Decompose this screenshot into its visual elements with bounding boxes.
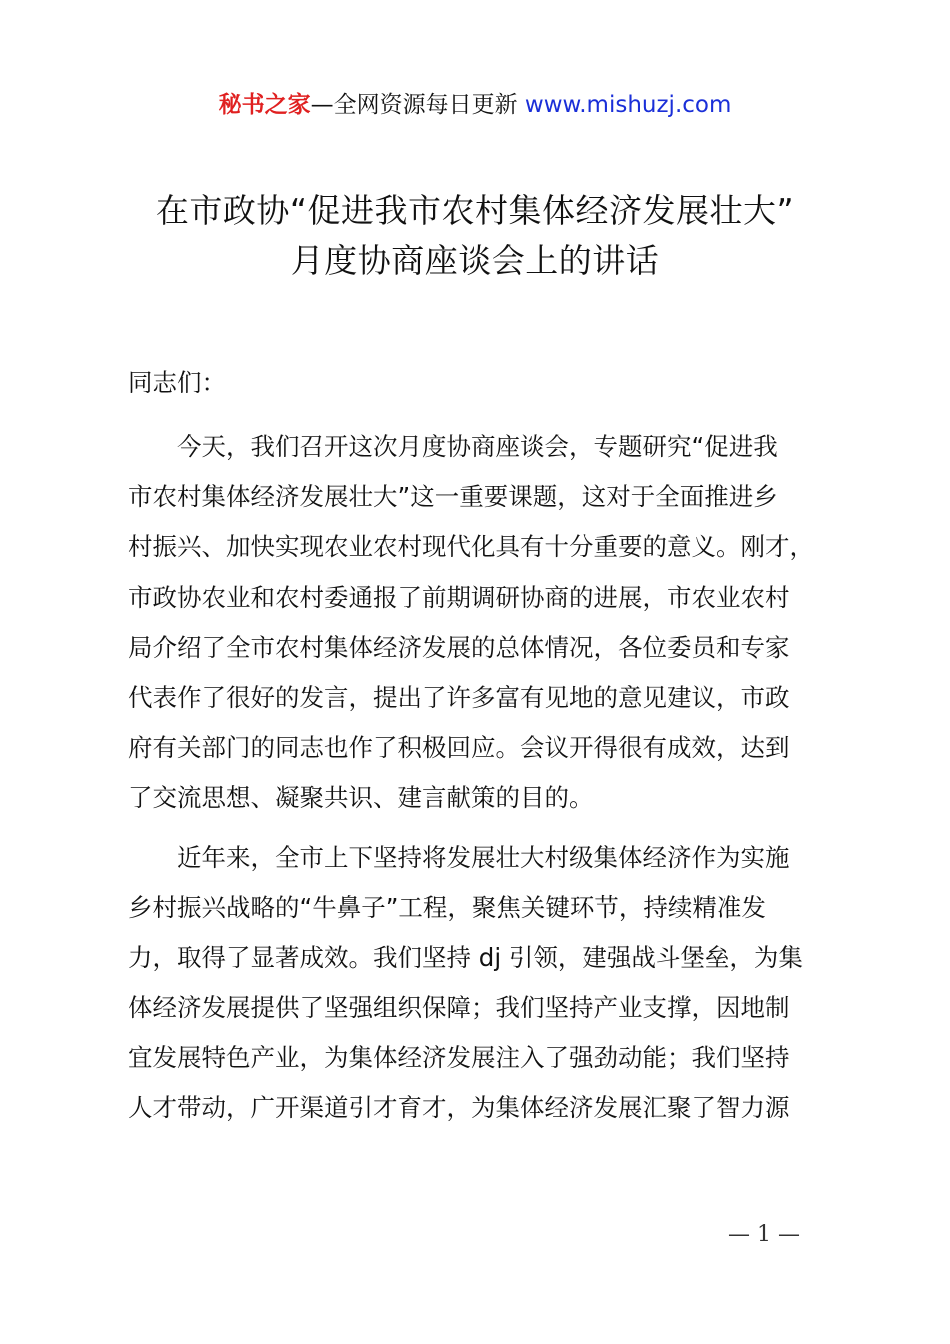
salutation: 同志们： bbox=[128, 368, 226, 397]
paragraph-line: 市政协农业和农村委通报了前期调研协商的进展，市农业农村 bbox=[128, 582, 790, 612]
paragraph-1 bbox=[128, 422, 840, 824]
site-header bbox=[0, 88, 950, 122]
page-number: — 1 — bbox=[728, 1222, 800, 1247]
title-line: 在市政协“促进我市农村集体经济发展壮大” bbox=[155, 191, 795, 230]
paragraph-line: 了交流思想、凝聚共识、建言献策的目的。 bbox=[128, 783, 594, 813]
paragraph-line: 乡村振兴战略的“牛鼻子”工程，聚焦关键环节，持续精准发 bbox=[128, 892, 766, 922]
header-tagline: —全网资源每日更新 bbox=[310, 92, 525, 118]
paragraph-2 bbox=[128, 833, 840, 1134]
document-body bbox=[128, 360, 840, 1143]
title-line: 月度协商座谈会上的讲话 bbox=[290, 241, 660, 280]
paragraph-line: 市农村集体经济发展壮大”这一重要课题，这对于全面推进乡 bbox=[128, 482, 778, 512]
paragraph-line: 宜发展特色产业，为集体经济发展注入了强劲动能；我们坚持 bbox=[128, 1043, 790, 1073]
paragraph-line: 代表作了很好的发言，提出了许多富有见地的意见建议，市政 bbox=[128, 682, 790, 712]
paragraph-line: 力，取得了显著成效。我们坚持 dj 引领，建强战斗堡垒，为集 bbox=[128, 942, 803, 972]
document-title bbox=[80, 186, 870, 286]
paragraph-line: 局介绍了全市农村集体经济发展的总体情况，各位委员和专家 bbox=[128, 632, 790, 662]
site-url-link[interactable]: www.mishuzj.com bbox=[524, 92, 732, 118]
paragraph-line: 今天，我们召开这次月度协商座谈会，专题研究“促进我 bbox=[128, 432, 778, 461]
brand-name: 秘书之家 bbox=[218, 92, 311, 118]
paragraph-line: 人才带动，广开渠道引才育才，为集体经济发展汇聚了智力源 bbox=[128, 1093, 790, 1123]
paragraph-line: 府有关部门的同志也作了积极回应。会议开得很有成效，达到 bbox=[128, 733, 790, 763]
paragraph-line: 村振兴、加快实现农业农村现代化具有十分重要的意义。刚才， bbox=[128, 532, 814, 562]
paragraph-line: 近年来，全市上下坚持将发展壮大村级集体经济作为实施 bbox=[128, 842, 790, 872]
paragraph-line: 体经济发展提供了坚强组织保障；我们坚持产业支撑，因地制 bbox=[128, 993, 790, 1023]
